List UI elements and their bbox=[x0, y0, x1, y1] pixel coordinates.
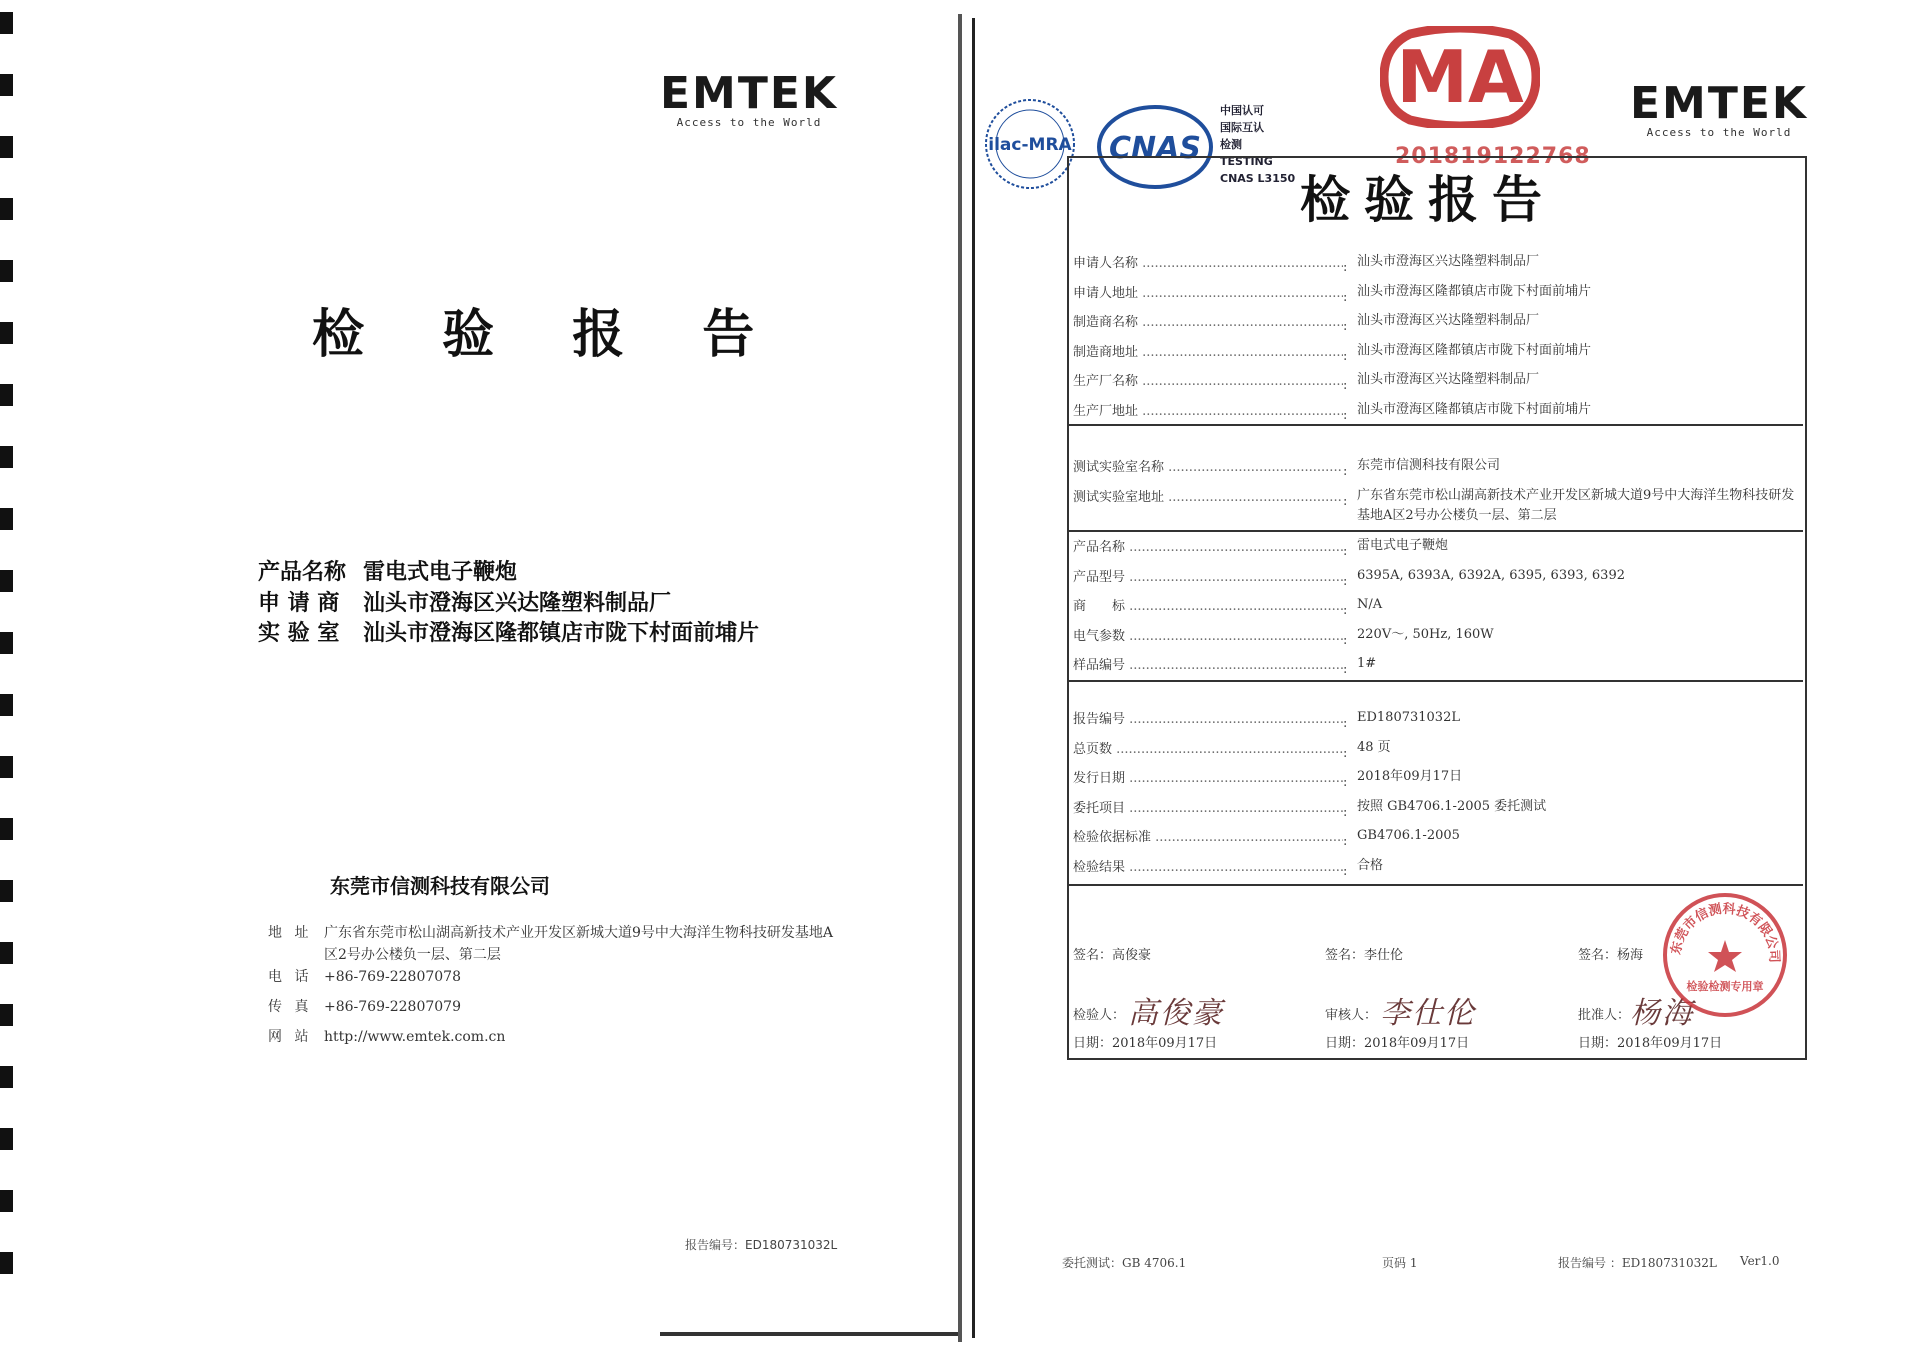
field-separator: : bbox=[1343, 494, 1348, 509]
footer-page-number: 页码 1 bbox=[1382, 1256, 1418, 1270]
logo-wordmark: EMTEK bbox=[1630, 78, 1809, 129]
field-value: 2018年09月17日 bbox=[1357, 769, 1463, 784]
cma-mark bbox=[1380, 26, 1540, 128]
report-field bbox=[1073, 370, 1807, 393]
footer-label: 报告编号： bbox=[685, 1238, 746, 1252]
binding-hole bbox=[0, 818, 13, 840]
logo-tagline: Access to the World bbox=[1646, 126, 1792, 139]
field-key: 产品名称 ..... bbox=[1073, 536, 1343, 555]
contact-address bbox=[268, 922, 844, 966]
field-separator: : bbox=[1343, 834, 1348, 849]
signer-name-2: 签名：李仕伦 bbox=[1325, 948, 1404, 963]
cover-title: 检 验 报 告 bbox=[312, 305, 785, 365]
logo-wordmark: EMTEK bbox=[660, 68, 839, 119]
signature-inspector: 高俊豪 bbox=[1128, 996, 1224, 1031]
field-separator: : bbox=[1343, 632, 1348, 648]
report-field bbox=[1073, 486, 1807, 526]
date-approver: 日期：2018年09月17日 bbox=[1578, 1036, 1723, 1051]
section-divider bbox=[1067, 424, 1803, 426]
cnas-line: TESTING bbox=[1220, 155, 1273, 168]
contact-fax bbox=[268, 996, 844, 1018]
company-seal bbox=[1660, 890, 1790, 1024]
field-value: 汕头市澄海区隆都镇店市陇下村面前埔片 bbox=[1357, 342, 1592, 358]
info-label: 实 验 室 bbox=[258, 621, 340, 646]
field-separator: : bbox=[1343, 260, 1348, 275]
emtek-logo-left bbox=[660, 68, 839, 129]
field-key: 商 标 ..... bbox=[1073, 595, 1343, 614]
field-value: 220V～, 50Hz, 160W bbox=[1357, 626, 1494, 642]
binding-hole bbox=[0, 1252, 13, 1274]
binding-hole bbox=[0, 1066, 13, 1088]
field-key: 总页数 ..... bbox=[1073, 738, 1343, 757]
field-key: 测试实验室名称 ..... bbox=[1073, 456, 1343, 475]
field-separator: : bbox=[1343, 348, 1348, 364]
signature-reviewer: 李仕伦 bbox=[1380, 996, 1476, 1031]
field-value: 汕头市澄海区兴达隆塑料制品厂 bbox=[1357, 313, 1540, 328]
binding-hole bbox=[0, 198, 13, 220]
binding-hole bbox=[0, 570, 13, 592]
binding-hole bbox=[0, 880, 13, 902]
field-separator: : bbox=[1343, 464, 1348, 479]
binding-hole bbox=[0, 508, 13, 530]
report-field bbox=[1073, 595, 1807, 618]
report-field bbox=[1073, 625, 1807, 648]
seal-sub: 检验检测专用章 bbox=[1686, 980, 1764, 993]
info-label: 申 请 商 bbox=[258, 591, 340, 616]
info-value: 汕头市澄海区隆都镇店市陇下村面前埔片 bbox=[363, 621, 760, 646]
field-value: 广东省东莞市松山湖高新技术产业开发区新城大道9号中大海洋生物科技研发基地A区2号办公楼负一层、第二层 bbox=[1357, 488, 1795, 523]
report-field bbox=[1073, 856, 1807, 879]
field-separator: : bbox=[1343, 603, 1348, 618]
info-label: 产品名称 bbox=[258, 560, 347, 585]
date-inspector: 日期：2018年09月17日 bbox=[1073, 1036, 1218, 1051]
field-separator: : bbox=[1343, 716, 1348, 731]
cnas-line: 中国认可 bbox=[1220, 104, 1264, 117]
contact-value: +86-769-22807078 bbox=[324, 969, 461, 985]
cnas-text: CNAS bbox=[1109, 131, 1201, 166]
binding-hole bbox=[0, 632, 13, 654]
binding-hole bbox=[0, 1004, 13, 1026]
contact-label: 网 站 bbox=[268, 1029, 313, 1045]
field-key: 检验依据标准 ..... bbox=[1073, 826, 1343, 845]
field-separator: : bbox=[1343, 745, 1348, 761]
binding-hole bbox=[0, 12, 13, 34]
field-separator: : bbox=[1343, 319, 1348, 334]
report-field bbox=[1073, 341, 1807, 364]
left-report-number bbox=[685, 1236, 837, 1253]
contact-value: 广东省东莞市松山湖高新技术产业开发区新城大道9号中大海洋生物科技研发基地A区2号办公楼负一层、第二层 bbox=[324, 925, 834, 963]
signature-approver: 杨海 bbox=[1630, 996, 1694, 1031]
footer-commission: 委托测试：GB 4706.1 bbox=[1062, 1256, 1187, 1270]
ilac-mra-mark bbox=[982, 96, 1078, 196]
report-field bbox=[1073, 252, 1807, 275]
field-value: 汕头市澄海区兴达隆塑料制品厂 bbox=[1357, 254, 1540, 269]
binding-hole bbox=[0, 694, 13, 716]
page-gutter-left bbox=[958, 14, 962, 1342]
info-value: 雷电式电子鞭炮 bbox=[363, 560, 518, 585]
field-key: 检验结果 ..... bbox=[1073, 856, 1343, 875]
field-key: 生产厂名称 ..... bbox=[1073, 370, 1343, 389]
field-separator: : bbox=[1343, 863, 1348, 879]
footer-version: Ver1.0 bbox=[1740, 1254, 1780, 1268]
field-separator: : bbox=[1343, 407, 1348, 423]
role-reviewer: 审核人： bbox=[1325, 1008, 1378, 1023]
info-value: 汕头市澄海区兴达隆塑料制品厂 bbox=[363, 591, 672, 616]
binding-hole bbox=[0, 942, 13, 964]
field-value: 1# bbox=[1357, 656, 1377, 671]
seal-text: 东莞市信测科技有限公司 bbox=[1668, 901, 1782, 964]
binding-hole bbox=[0, 74, 13, 96]
footer-report-number: 报告编号 ：ED180731032L bbox=[1558, 1256, 1717, 1270]
field-key: 制造商地址 ..... bbox=[1073, 341, 1343, 360]
field-value: 48 页 bbox=[1357, 739, 1391, 755]
binding-hole bbox=[0, 136, 13, 158]
binding-hole bbox=[0, 384, 13, 406]
field-key: 申请人名称 ..... bbox=[1073, 252, 1343, 271]
contact-label: 传 真 bbox=[268, 999, 313, 1015]
field-key: 制造商名称 ..... bbox=[1073, 311, 1343, 330]
cma-number: 201819122768 bbox=[1395, 144, 1591, 169]
signer-name-3: 签名：杨海 bbox=[1578, 948, 1644, 963]
field-separator: : bbox=[1343, 378, 1348, 393]
report-field bbox=[1073, 400, 1807, 423]
bottom-rule bbox=[660, 1332, 958, 1336]
field-value: 雷电式电子鞭炮 bbox=[1357, 538, 1449, 553]
field-key: 申请人地址 ..... bbox=[1073, 282, 1343, 301]
cma-text: MA bbox=[1396, 35, 1524, 119]
contact-label: 电 话 bbox=[268, 969, 313, 985]
report-field bbox=[1073, 654, 1807, 677]
info-product bbox=[258, 555, 517, 586]
role-inspector: 检验人： bbox=[1073, 1008, 1126, 1023]
field-separator: : bbox=[1343, 289, 1348, 305]
section-divider bbox=[1067, 884, 1803, 886]
report-field bbox=[1073, 826, 1807, 849]
cnas-line: 检测 bbox=[1220, 138, 1242, 151]
field-value: 东莞市信测科技有限公司 bbox=[1357, 458, 1501, 473]
field-key: 产品型号 ..... bbox=[1073, 566, 1343, 585]
field-value: GB4706.1-2005 bbox=[1357, 828, 1460, 843]
field-value: ED180731032L bbox=[1357, 710, 1460, 725]
emtek-logo-right bbox=[1630, 78, 1809, 139]
info-lab bbox=[258, 616, 759, 647]
field-key: 电气参数 ..... bbox=[1073, 625, 1343, 644]
field-value: 6395A, 6393A, 6392A, 6395, 6393, 6392 bbox=[1357, 567, 1625, 583]
ilac-text: ilac-MRA bbox=[988, 135, 1072, 155]
binding-hole bbox=[0, 756, 13, 778]
field-value: 合格 bbox=[1357, 857, 1384, 873]
contact-label: 地 址 bbox=[268, 925, 313, 941]
report-field bbox=[1073, 566, 1807, 589]
report-title: 检验报告 bbox=[1300, 171, 1556, 229]
cnas-line: 国际互认 bbox=[1220, 121, 1264, 134]
binding-hole bbox=[0, 1190, 13, 1212]
signer-name-1: 签名：高俊豪 bbox=[1073, 948, 1152, 963]
report-field bbox=[1073, 536, 1807, 559]
report-field bbox=[1073, 738, 1807, 761]
field-value: 汕头市澄海区隆都镇店市陇下村面前埔片 bbox=[1357, 283, 1592, 299]
section-divider bbox=[1067, 680, 1803, 682]
field-key: 发行日期 ..... bbox=[1073, 767, 1343, 786]
contact-website bbox=[268, 1026, 844, 1048]
field-separator: : bbox=[1343, 804, 1348, 820]
field-key: 报告编号 ..... bbox=[1073, 708, 1343, 727]
report-field bbox=[1073, 797, 1807, 820]
field-separator: : bbox=[1343, 662, 1348, 677]
report-field bbox=[1073, 767, 1807, 790]
report-field bbox=[1073, 708, 1807, 731]
field-separator: : bbox=[1343, 573, 1348, 589]
cnas-line: CNAS L3150 bbox=[1220, 172, 1296, 185]
field-key: 生产厂地址 ..... bbox=[1073, 400, 1343, 419]
field-separator: : bbox=[1343, 544, 1348, 559]
report-field bbox=[1073, 456, 1807, 479]
field-key: 测试实验室地址 ..... bbox=[1073, 486, 1343, 505]
company-name: 东莞市信测科技有限公司 bbox=[330, 874, 550, 898]
footer-value: ED180731032L bbox=[745, 1238, 838, 1252]
binding-hole bbox=[0, 260, 13, 282]
field-value: 汕头市澄海区隆都镇店市陇下村面前埔片 bbox=[1357, 401, 1592, 417]
date-reviewer: 日期：2018年09月17日 bbox=[1325, 1036, 1470, 1051]
logo-tagline: Access to the World bbox=[676, 116, 822, 129]
section-divider bbox=[1067, 530, 1803, 532]
field-key: 样品编号 ..... bbox=[1073, 654, 1343, 673]
contact-value: +86-769-22807079 bbox=[324, 999, 461, 1015]
role-approver: 批准人： bbox=[1578, 1008, 1631, 1023]
info-applicant bbox=[258, 586, 671, 617]
contact-phone bbox=[268, 966, 844, 988]
website-link[interactable]: http://www.emtek.com.cn bbox=[324, 1029, 506, 1045]
page-gutter-right bbox=[972, 18, 975, 1338]
field-key: 委托项目 ..... bbox=[1073, 797, 1343, 816]
field-value: 按照 GB4706.1-2005 委托测试 bbox=[1357, 798, 1547, 814]
field-value: 汕头市澄海区兴达隆塑料制品厂 bbox=[1357, 372, 1540, 387]
report-field bbox=[1073, 282, 1807, 305]
report-field bbox=[1073, 311, 1807, 334]
binding-hole bbox=[0, 1128, 13, 1150]
binding-hole bbox=[0, 322, 13, 344]
field-separator: : bbox=[1343, 775, 1348, 790]
field-value: N/A bbox=[1357, 597, 1383, 612]
binding-hole bbox=[0, 446, 13, 468]
